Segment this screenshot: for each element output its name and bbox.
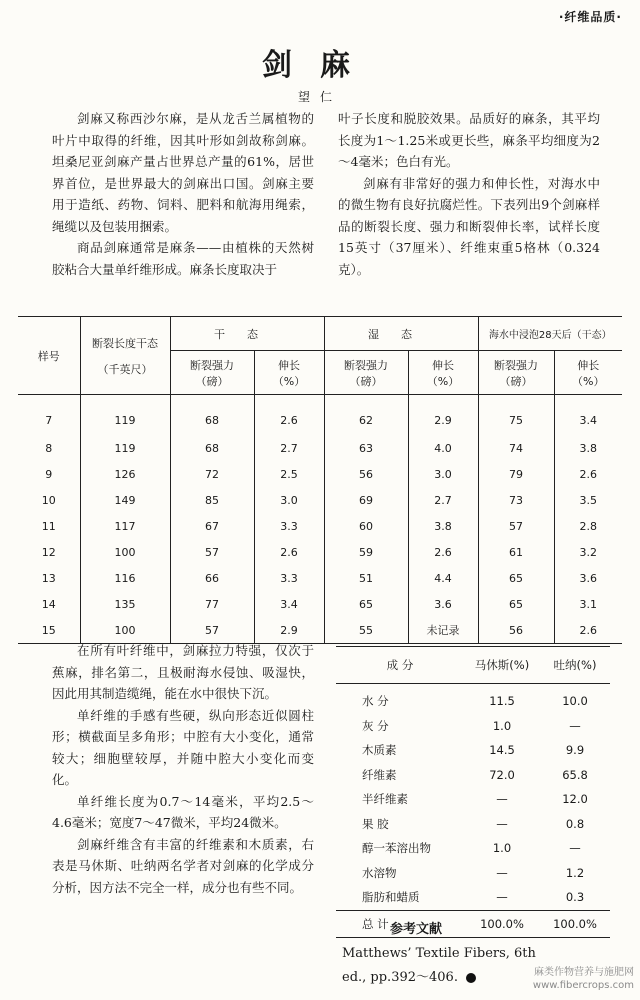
- header-wet: 湿态: [324, 317, 478, 351]
- table-cell: 纤维素: [362, 767, 397, 782]
- table-cell: 57: [170, 539, 254, 565]
- table-row: [336, 787, 610, 812]
- table-cell: 65: [324, 591, 408, 617]
- table-cell: 65: [478, 565, 554, 591]
- table-cell: 8: [45, 441, 53, 455]
- paragraph: 剑麻又称西沙尔麻，是从龙舌兰属植物的叶片中取得的纤维，因其叶形如剑故称剑麻。坦桑尼亚剑麻产量占世界总产量的61%，居世界首位，是世界最大的剑麻出口国。剑麻主要用于造纸、药物、饲料、肥料和航海用绳索，绳缆以及包装用捆索。: [52, 111, 314, 234]
- table-cell: —: [496, 792, 508, 807]
- table-cell: 15: [41, 623, 56, 637]
- table-cell: 72.0: [489, 767, 515, 782]
- header-turner: 吐纳(%): [540, 647, 610, 684]
- table-cell: 11: [41, 519, 56, 533]
- table-cell: 2.5: [254, 461, 324, 487]
- table-cell: 3.8: [554, 435, 622, 461]
- table-cell: 74: [478, 435, 554, 461]
- header-strength: 断裂强力 （磅）: [478, 351, 554, 395]
- table-cell: 脂肪和蜡质: [362, 890, 420, 905]
- table-cell: 3.5: [554, 487, 622, 513]
- table-row: [336, 738, 610, 763]
- table-row: [336, 763, 610, 788]
- paragraph: 商品剑麻通常是麻条——由植株的天然树胶粘合大量单纤维形成。麻条长度取决于: [52, 240, 314, 277]
- table-cell: 果 胶: [362, 816, 389, 831]
- reference-line: ed., pp.392～406.: [342, 966, 612, 990]
- table-cell: 9: [45, 467, 53, 481]
- table-cell: 100: [80, 539, 170, 565]
- table-cell: 2.6: [554, 617, 622, 644]
- table-cell: 水溶物: [362, 865, 397, 880]
- paragraph-continued: 叶子长度和脱胶效果。品质好的麻条，其平均长度为1～1.25米或更长些，麻条平均细度为2～4毫米；色白有光。: [338, 111, 600, 169]
- header-seawater: 海水中浸泡28天后（干态）: [478, 317, 622, 351]
- table-cell: 60: [324, 513, 408, 539]
- table-row: [18, 539, 622, 565]
- table-cell: 3.6: [554, 565, 622, 591]
- table-cell: 2.6: [254, 395, 324, 436]
- table-cell: 149: [80, 487, 170, 513]
- table-cell: 69: [324, 487, 408, 513]
- table-row: [18, 435, 622, 461]
- paragraph: 单纤维长度为0.7～14毫米，平均2.5～4.6毫米；宽度7～47微米，平均24微米。: [52, 793, 314, 830]
- table-cell: 10.0: [562, 694, 588, 709]
- table-cell: 68: [170, 395, 254, 436]
- paragraph: 在所有叶纤维中，剑麻拉力特强，仅次于蕉麻，排名第二，且极耐海水侵蚀、吸湿快，因此用其制造缆绳，能在水中很快下沉。: [52, 643, 314, 701]
- table-cell: 1.0: [492, 718, 512, 733]
- table-row: [336, 684, 610, 714]
- table-cell: 7: [45, 413, 53, 427]
- table-cell: 57: [478, 513, 554, 539]
- references-title: 参考文献: [390, 922, 443, 937]
- table-cell: 总 计: [336, 910, 464, 937]
- table-cell: 12: [41, 545, 56, 559]
- table-cell: —: [496, 816, 508, 831]
- intro-right-column: [338, 108, 600, 280]
- table-cell: 73: [478, 487, 554, 513]
- table-cell: 65: [478, 591, 554, 617]
- header-matthews: 马休斯(%): [464, 647, 540, 684]
- table-cell: 2.7: [254, 435, 324, 461]
- table-cell: 61: [478, 539, 554, 565]
- table-cell: 56: [478, 617, 554, 644]
- table-cell: 3.6: [408, 591, 478, 617]
- table-cell: 9.9: [565, 743, 585, 758]
- table-row: [336, 885, 610, 910]
- table-cell: 79: [478, 461, 554, 487]
- header-strength: 断裂强力 （磅）: [170, 351, 254, 395]
- table-row: [18, 591, 622, 617]
- table-cell: 72: [170, 461, 254, 487]
- table-row: [18, 395, 622, 436]
- table-cell: 57: [170, 617, 254, 644]
- table-row: [18, 487, 622, 513]
- table-cell: 68: [170, 435, 254, 461]
- table-cell: 2.6: [554, 461, 622, 487]
- table-cell: —: [496, 865, 508, 880]
- reference-line: Matthews’ Textile Fibers, 6th: [342, 946, 536, 961]
- total-row: [336, 910, 610, 937]
- table-cell: 3.1: [554, 591, 622, 617]
- table-cell: 3.3: [254, 513, 324, 539]
- table-cell: —: [496, 890, 508, 905]
- table-cell: 12.0: [562, 792, 588, 807]
- table-cell: 0.3: [565, 890, 585, 905]
- table-cell: 2.7: [408, 487, 478, 513]
- table-cell: 13: [41, 571, 56, 585]
- watermark: 麻类作物营养与施肥网 www.fibercrops.com: [532, 967, 634, 991]
- table-cell: 62: [324, 395, 408, 436]
- table-cell: 85: [170, 487, 254, 513]
- table-cell: 4.0: [408, 435, 478, 461]
- paragraph: 剑麻有非常好的强力和伸长性，对海水中的微生物有良好抗腐烂性。下表列出9个剑麻样品的断裂长度、强力和断裂伸长率，试样长度15英寸（37厘米）、纤维束重5格林（0.324克）。: [338, 175, 600, 277]
- header-elongation: 伸长 （%）: [554, 351, 622, 395]
- table-cell: 灰 分: [362, 718, 389, 733]
- author-name: 望仁: [297, 90, 342, 104]
- paragraph: 单纤维的手感有些硬，纵向形态近似圆柱形；横截面呈多角形；中腔有大小变化，通常较大；细胞壁较厚，并随中腔大小变化而变化。: [52, 707, 314, 787]
- table-cell: 65.8: [562, 767, 588, 782]
- header-elongation: 伸长 （%）: [254, 351, 324, 395]
- table-cell: 59: [324, 539, 408, 565]
- article-title: 剑麻: [262, 48, 378, 83]
- table-cell: 117: [80, 513, 170, 539]
- table-cell: 63: [324, 435, 408, 461]
- table-cell: 3.4: [254, 591, 324, 617]
- table-row: [336, 812, 610, 837]
- table-row: [18, 513, 622, 539]
- table-cell: 2.8: [554, 513, 622, 539]
- table-row: [336, 861, 610, 886]
- table-cell: 14: [41, 597, 56, 611]
- table-cell: 3.4: [554, 395, 622, 436]
- table-cell: 55: [324, 617, 408, 644]
- header-dry: 干态: [170, 317, 324, 351]
- table-cell: 116: [80, 565, 170, 591]
- table-cell: 3.0: [408, 461, 478, 487]
- table-cell: 67: [170, 513, 254, 539]
- table-cell: 4.4: [408, 565, 478, 591]
- table-cell: 100.0%: [464, 910, 540, 937]
- table-cell: 2.6: [408, 539, 478, 565]
- table-row: [18, 565, 622, 591]
- table-cell: 2.6: [254, 539, 324, 565]
- table-cell: 3.2: [554, 539, 622, 565]
- table-row: [18, 461, 622, 487]
- table-cell: 半纤维素: [362, 792, 408, 807]
- table-cell: 126: [80, 461, 170, 487]
- table-cell: 水 分: [362, 694, 389, 709]
- header-break-length: 断裂长度干态 （千英尺）: [80, 317, 170, 395]
- strength-table: [18, 316, 622, 644]
- end-mark-icon: [466, 973, 476, 983]
- header-sample: 样号: [18, 317, 80, 395]
- table-cell: —: [569, 718, 581, 733]
- table-cell: 10: [41, 493, 56, 507]
- table-cell: 100: [80, 617, 170, 644]
- table-row: [336, 714, 610, 739]
- table-cell: 135: [80, 591, 170, 617]
- table-cell: 119: [80, 435, 170, 461]
- table-cell: 3.0: [254, 487, 324, 513]
- table-cell: 75: [478, 395, 554, 436]
- table-cell: —: [569, 841, 581, 856]
- table-cell: 木质素: [362, 743, 397, 758]
- table-cell: 1.2: [565, 865, 585, 880]
- table-cell: 3.3: [254, 565, 324, 591]
- table-cell: 0.8: [565, 816, 585, 831]
- header-elongation: 伸长 （%）: [408, 351, 478, 395]
- intro-left-column: [52, 108, 314, 280]
- table-cell: 3.8: [408, 513, 478, 539]
- paragraph: 剑麻纤维含有丰富的纤维素和木质素，右表是马休斯、吐纳两名学者对剑麻的化学成分分析，因方法不完全一样，成分也有些不同。: [52, 836, 314, 895]
- body-left-column: [52, 640, 314, 898]
- table-cell: 119: [80, 395, 170, 436]
- table-cell: 77: [170, 591, 254, 617]
- section-tag: ·纤维品质·: [558, 10, 622, 24]
- table-cell: 51: [324, 565, 408, 591]
- table-cell: 100.0%: [540, 910, 610, 937]
- table-cell: 未记录: [408, 617, 478, 644]
- table-cell: 66: [170, 565, 254, 591]
- table-cell: 14.5: [489, 743, 515, 758]
- table-cell: 醇一苯溶出物: [362, 841, 431, 856]
- table-cell: 2.9: [254, 617, 324, 644]
- table-cell: 11.5: [489, 694, 515, 709]
- table-cell: 1.0: [492, 841, 512, 856]
- header-strength: 断裂强力 （磅）: [324, 351, 408, 395]
- header-component: 成 分: [336, 647, 464, 684]
- composition-table: [336, 646, 610, 938]
- table-cell: 56: [324, 461, 408, 487]
- table-row: [336, 836, 610, 861]
- table-cell: 2.9: [408, 395, 478, 436]
